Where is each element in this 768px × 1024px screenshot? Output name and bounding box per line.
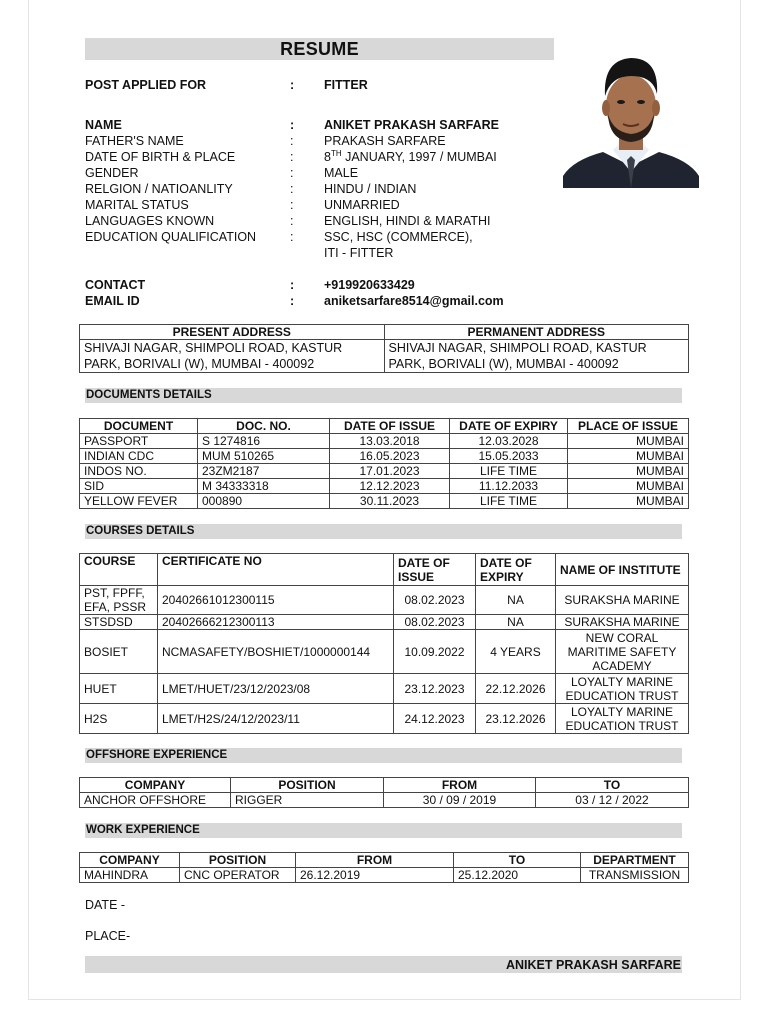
page-border-bottom <box>28 999 741 1000</box>
table-row: INDIAN CDC MUM 510265 16.05.2023 15.05.2033 MUMBAI <box>80 449 689 464</box>
name-value: ANIKET PRAKASH SARFARE <box>324 118 500 132</box>
languages-label: LANGUAGES KNOWN <box>85 214 215 228</box>
colon: : <box>290 134 294 148</box>
present-address: SHIVAJI NAGAR, SHIMPOLI ROAD, KASTUR PARK, BORIVALI (W), MUMBAI - 400092 <box>80 340 385 373</box>
dob-value: 8TH JANUARY, 1997 / MUMBAI <box>324 148 497 164</box>
religion-label: RELGION / NATIOANLITY <box>85 182 233 196</box>
table-header: COMPANY <box>80 853 180 868</box>
profile-photo-svg <box>563 48 699 188</box>
table-header: COURSE <box>80 554 158 586</box>
post-applied-row <box>85 77 584 93</box>
colon: : <box>290 278 295 292</box>
post-value: FITTER <box>324 78 368 92</box>
table-header: POSITION <box>180 853 296 868</box>
contact-label: CONTACT <box>85 278 146 292</box>
table-row: ANCHOR OFFSHORE RIGGER 30 / 09 / 2019 03 / 12 / 2022 <box>80 793 689 808</box>
documents-section-title: DOCUMENTS DETAILS <box>85 388 682 403</box>
father-name-value: PRAKASH SARFARE <box>324 134 446 148</box>
table-row: YELLOW FEVER 000890 30.11.2023 LIFE TIME MUMBAI <box>80 494 689 509</box>
table-header: DEPARTMENT <box>581 853 689 868</box>
education-label: EDUCATION QUALIFICATION <box>85 230 257 244</box>
marital-label: MARITAL STATUS <box>85 198 189 212</box>
permanent-address-header: PERMANENT ADDRESS <box>384 325 689 340</box>
colon: : <box>290 78 295 92</box>
table-header: DATE OF ISSUE <box>394 554 476 586</box>
table-row: H2S LMET/H2S/24/12/2023/11 24.12.2023 23.12.2026 LOYALTY MARINE EDUCATION TRUST <box>80 704 689 734</box>
resume-title <box>85 38 554 60</box>
table-header: PLACE OF ISSUE <box>568 419 689 434</box>
courses-section-title: COURSES DETAILS <box>85 524 682 539</box>
religion-value: HINDU / INDIAN <box>324 182 417 196</box>
resume-title-text: RESUME <box>280 38 359 59</box>
gender-value: MALE <box>324 166 359 180</box>
table-header: FROM <box>296 853 454 868</box>
post-label: POST APPLIED FOR <box>85 78 207 92</box>
profile-photo <box>563 48 699 188</box>
table-row: INDOS NO. 23ZM2187 17.01.2023 LIFE TIME MUMBAI <box>80 464 689 479</box>
colon: : <box>290 150 294 164</box>
documents-table <box>79 418 689 509</box>
colon: : <box>290 118 295 132</box>
colon: : <box>290 214 294 228</box>
courses-table <box>79 553 689 734</box>
offshore-table <box>79 777 689 808</box>
table-row: STSDSD 20402666212300113 08.02.2023 NA SURAKSHA MARINE <box>80 615 689 630</box>
dob-label: DATE OF BIRTH & PLACE <box>85 150 236 164</box>
work-table <box>79 852 689 883</box>
signature-bar <box>85 956 682 973</box>
offshore-section-title: OFFSHORE EXPERIENCE <box>85 748 682 763</box>
work-section-title: WORK EXPERIENCE <box>85 823 682 838</box>
permanent-address: SHIVAJI NAGAR, SHIMPOLI ROAD, KASTUR PARK, BORIVALI (W), MUMBAI - 400092 <box>384 340 689 373</box>
colon: : <box>290 230 294 244</box>
table-row: SID M 34333318 12.12.2023 11.12.2033 MUMBAI <box>80 479 689 494</box>
table-row: MAHINDRA CNC OPERATOR 26.12.2019 25.12.2020 TRANSMISSION <box>80 868 689 883</box>
table-header: POSITION <box>231 778 384 793</box>
colon: : <box>290 166 294 180</box>
colon: : <box>290 198 294 212</box>
personal-info <box>85 117 584 261</box>
table-row: PST, FPFF, EFA, PSSR 20402661012300115 08.02.2023 NA SURAKSHA MARINE <box>80 586 689 615</box>
page-border-left <box>28 0 29 1000</box>
date-label: DATE - <box>85 898 126 912</box>
address-table <box>79 324 689 373</box>
table-row: PASSPORT S 1274816 13.03.2018 12.03.2028 MUMBAI <box>80 434 689 449</box>
table-header: DATE OF ISSUE <box>330 419 450 434</box>
languages-value: ENGLISH, HINDI & MARATHI <box>324 214 491 228</box>
email-value[interactable]: aniketsarfare8514@gmail.com <box>324 294 504 308</box>
table-row: HUET LMET/HUET/23/12/2023/08 23.12.2023 22.12.2026 LOYALTY MARINE EDUCATION TRUST <box>80 674 689 704</box>
name-label: NAME <box>85 118 122 132</box>
signature-name: ANIKET PRAKASH SARFARE <box>505 957 681 972</box>
table-header: DOCUMENT <box>80 419 198 434</box>
table-header: TO <box>536 778 689 793</box>
contact-value: +919920633429 <box>324 278 415 292</box>
table-header: FROM <box>384 778 536 793</box>
table-header: DOC. NO. <box>198 419 330 434</box>
colon: : <box>290 294 295 308</box>
gender-label: GENDER <box>85 166 139 180</box>
table-header: COMPANY <box>80 778 231 793</box>
father-name-label: FATHER'S NAME <box>85 134 184 148</box>
marital-value: UNMARRIED <box>324 198 400 212</box>
colon: : <box>290 182 294 196</box>
table-row: BOSIET NCMASAFETY/BOSHIET/1000000144 10.09.2022 4 YEARS NEW CORAL MARITIME SAFETY ACADEMY <box>80 630 689 674</box>
table-header: NAME OF INSTITUTE <box>556 554 689 586</box>
page-border-right <box>740 0 741 1000</box>
email-label: EMAIL ID <box>85 294 140 308</box>
present-address-header: PRESENT ADDRESS <box>80 325 385 340</box>
education-value: SSC, HSC (COMMERCE), <box>324 230 473 244</box>
table-header: TO <box>454 853 581 868</box>
place-label: PLACE- <box>85 929 131 943</box>
contact-info <box>85 277 584 309</box>
table-header: CERTIFICATE NO <box>158 554 394 586</box>
education-value-2: ITI - FITTER <box>324 246 394 260</box>
table-header: DATE OF EXPIRY <box>450 419 568 434</box>
table-header: DATE OF EXPIRY <box>476 554 556 586</box>
